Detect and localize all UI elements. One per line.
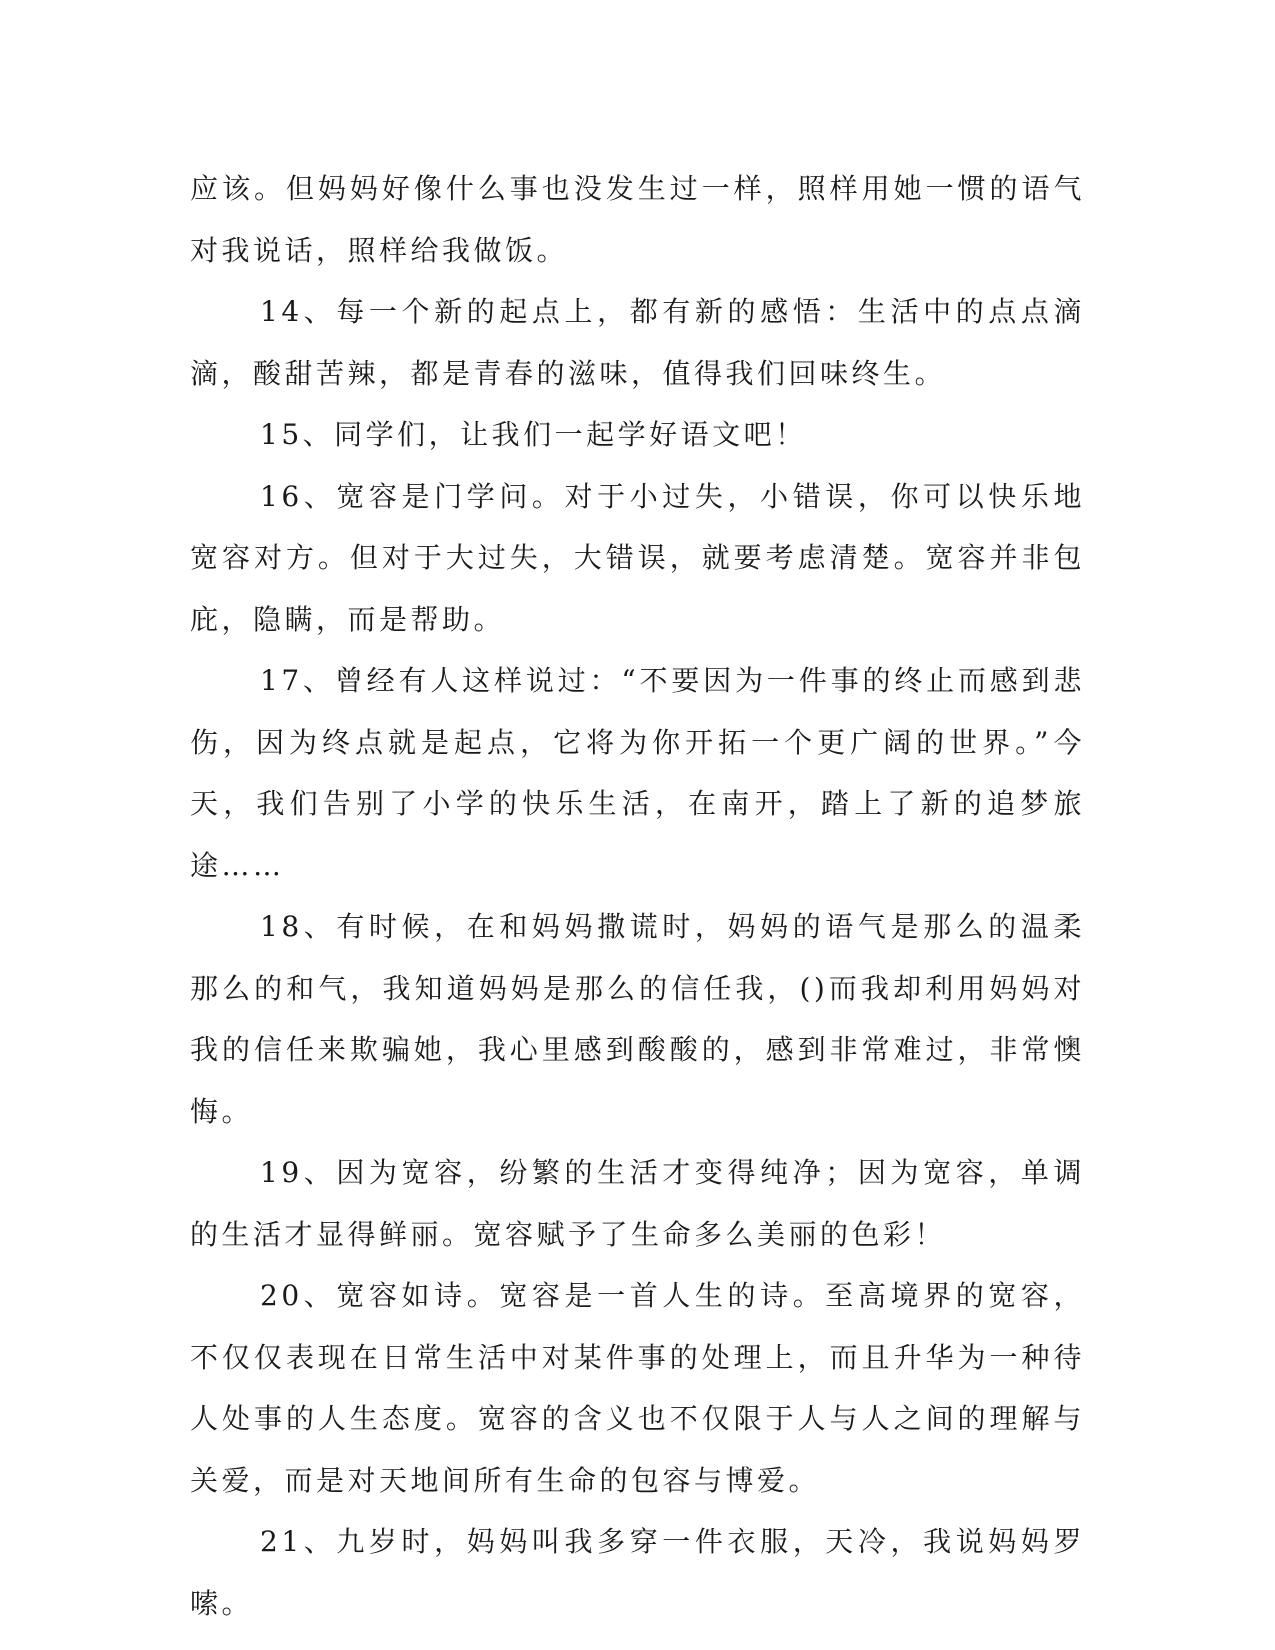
paragraph-18: 18、有时候，在和妈妈撒谎时，妈妈的语气是那么的温柔那么的和气，我知道妈妈是那么的信任我，()而我却利用妈妈对我的信任来欺骗她，我心里感到酸酸的，感到非常难过，非常懊悔。	[190, 910, 1085, 1128]
paragraph-13-continuation: 应该。但妈妈好像什么事也没发生过一样，照样用她一惯的语气对我说话，照样给我做饭。	[190, 172, 1085, 267]
paragraph-20: 20、宽容如诗。宽容是一首人生的诗。至高境界的宽容，不仅仅表现在日常生活中对某件事的处理上，而且升华为一种待人处事的人生态度。宽容的含义也不仅限于人与人之间的理解与关爱，而是对天地间所有生命的包容与博爱。	[190, 1279, 1085, 1497]
paragraph-15: 15、同学们，让我们一起学好语文吧！	[260, 418, 807, 451]
paragraph-14: 14、每一个新的起点上，都有新的感悟：生活中的点点滴滴，酸甜苦辣，都是青春的滋味，值得我们回味终生。	[190, 295, 1085, 390]
document-body	[190, 158, 1085, 1634]
paragraph-16: 16、宽容是门学问。对于小过失，小错误，你可以快乐地宽容对方。但对于大过失，大错误，就要考虑清楚。宽容并非包庇，隐瞒，而是帮助。	[190, 479, 1085, 636]
paragraph-21: 21、九岁时，妈妈叫我多穿一件衣服，天冷，我说妈妈罗嗦。	[190, 1525, 1085, 1620]
paragraph-17: 17、曾经有人这样说过：“不要因为一件事的终止而感到悲伤，因为终点就是起点，它将为你开拓一个更广阔的世界。”今天，我们告别了小学的快乐生活，在南开，踏上了新的追梦旅途……	[190, 664, 1085, 882]
paragraph-19: 19、因为宽容，纷繁的生活才变得纯净；因为宽容，单调的生活才显得鲜丽。宽容赋予了生命多么美丽的色彩！	[190, 1156, 1085, 1251]
